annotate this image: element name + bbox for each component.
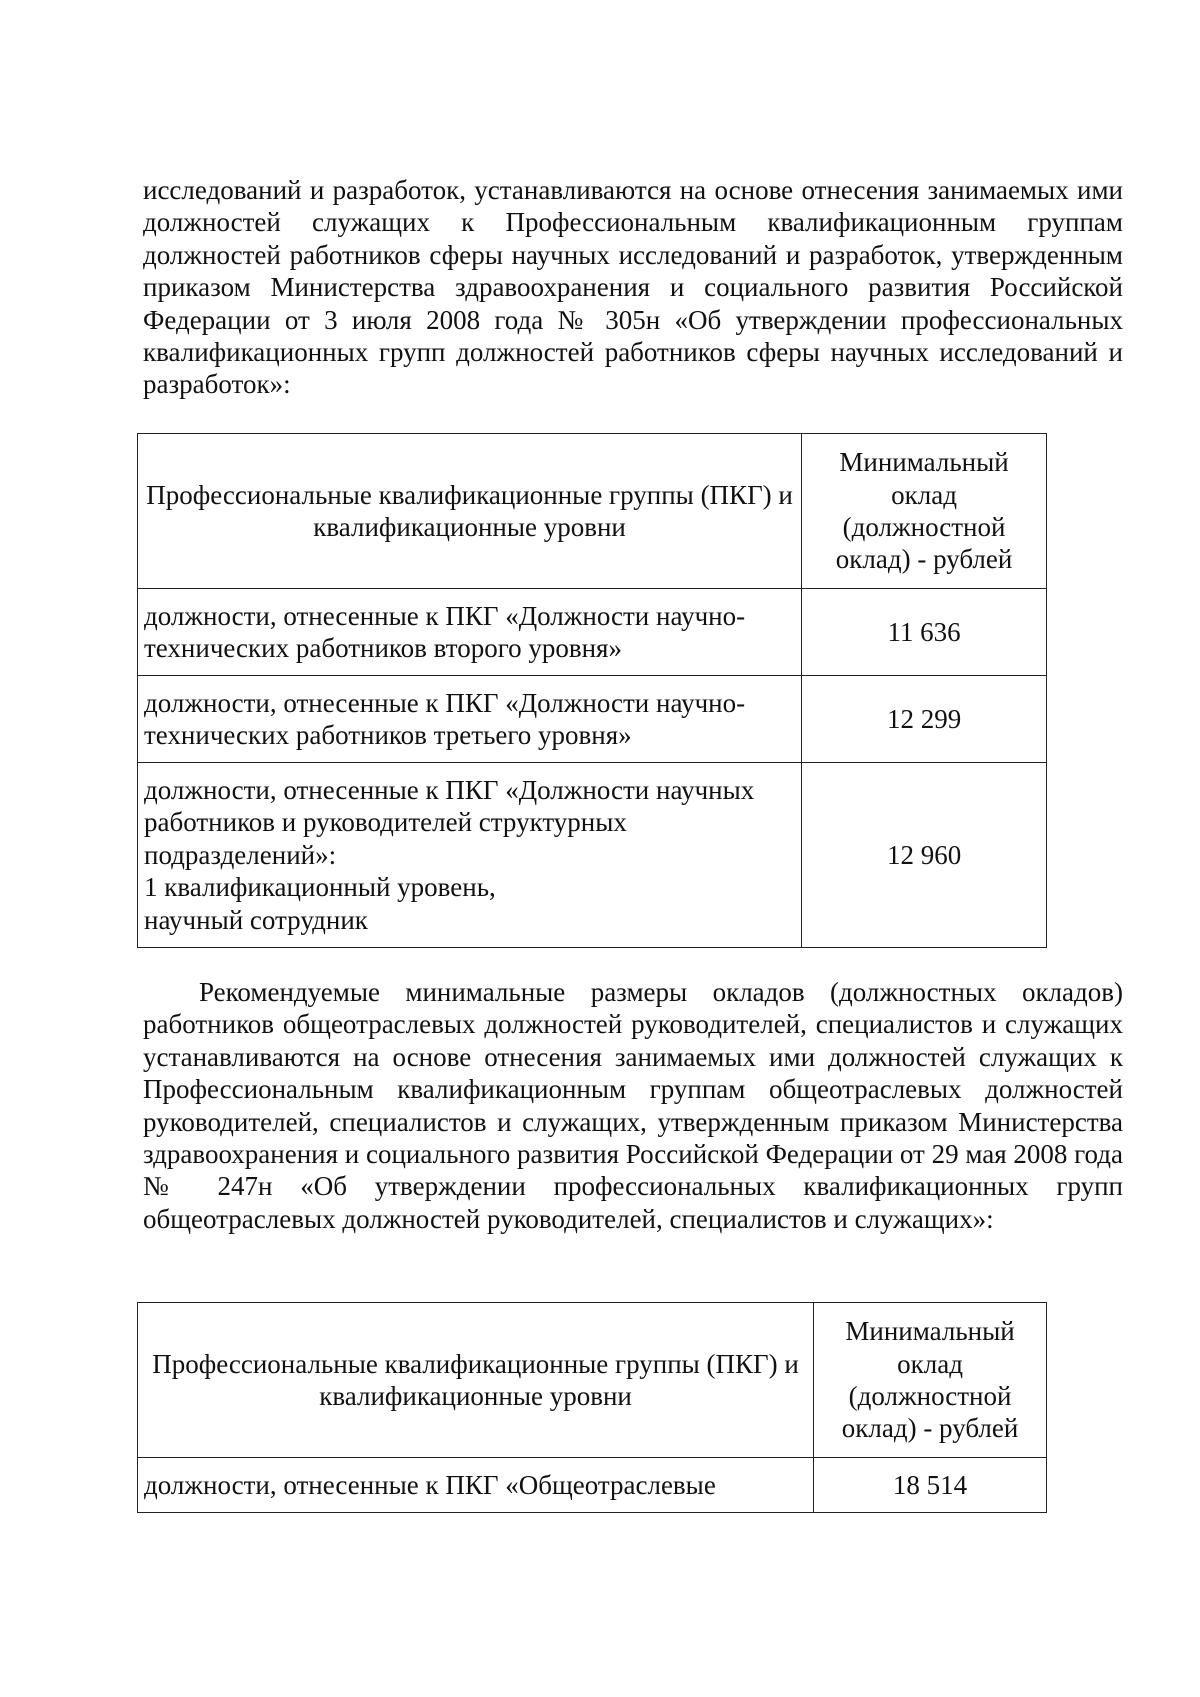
research-salary-table <box>137 433 1047 948</box>
table-row <box>138 589 1047 676</box>
row-salary-value: 11 636 <box>802 589 1047 676</box>
row-salary-value: 12 299 <box>802 676 1047 763</box>
header-group-cell: Профессиональные квалификационные группы (ПКГ) и квалификационные уровни <box>138 1303 814 1458</box>
table-row <box>138 763 1047 948</box>
row-label-line: научный сотрудник <box>144 904 368 935</box>
table-row <box>138 676 1047 763</box>
header-salary-cell: Минимальный оклад (должностной оклад) - рублей <box>802 434 1047 589</box>
row-salary-value: 12 960 <box>802 763 1047 948</box>
row-label: должности, отнесенные к ПКГ «Должности научно-технических работников третьего уровня» <box>138 676 802 763</box>
row-label-line: 1 квалификационный уровень, <box>144 872 496 903</box>
header-salary-cell: Минимальный оклад (должностной оклад) - рублей <box>814 1303 1047 1458</box>
general-positions-paragraph: Рекомендуемые минимальные размеры окладов (должностных окладов) работников общеотраслевых должностей руководителей, специалистов и служащих устанавливаются на основе отнесения занимаемых ими должностей служащих к Профессиональным квалификационным группам общеотраслевых должностей руководителей, специалистов и служащих, утвержденным приказом Министерства здравоохранения и социального развития Российской Федерации от 29 мая 2008 года № 247н «Об утверждении профессиональных квалификационных групп общеотраслевых должностей руководителей, специалистов и служащих»: <box>143 977 1123 1234</box>
intro-paragraph: исследований и разработок, устанавливаются на основе отнесения занимаемых ими должностей служащих к Профессиональным квалификационным группам должностей работников сферы научных исследований и разработок, утвержденным приказом Министерства здравоохранения и социального развития Российской Федерации от 3 июля 2008 года № 305н «Об утверждении профессиональных квалификационных групп должностей работников сферы научных исследований и разработок»: <box>143 175 1123 400</box>
header-group-cell: Профессиональные квалификационные группы (ПКГ) и квалификационные уровни <box>138 434 802 589</box>
table-header-row <box>138 1303 1047 1458</box>
row-label: должности, отнесенные к ПКГ «Должности научно-технических работников второго уровня» <box>138 589 802 676</box>
row-label: должности, отнесенные к ПКГ «Общеотраслевые <box>138 1458 814 1513</box>
row-salary-value: 18 514 <box>814 1458 1047 1513</box>
row-label <box>138 763 802 948</box>
row-label-line: должности, отнесенные к ПКГ «Должности научных работников и руководителей структурных подразделений»: <box>144 774 755 870</box>
general-salary-table <box>137 1302 1047 1513</box>
table-header-row <box>138 434 1047 589</box>
table-row <box>138 1458 1047 1513</box>
